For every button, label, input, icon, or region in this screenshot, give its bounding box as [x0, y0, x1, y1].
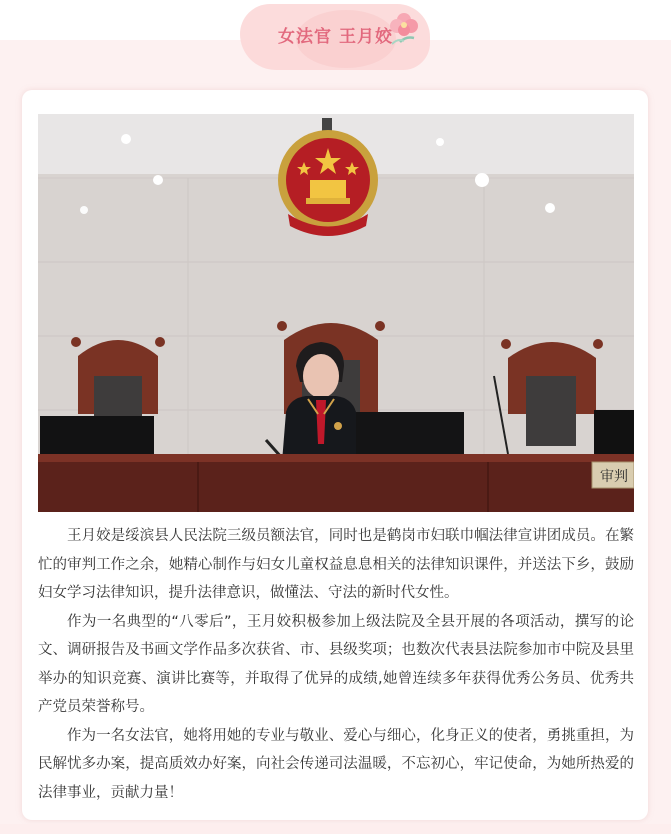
- page-title: 女法官 王月姣: [278, 27, 393, 47]
- national-emblem: [278, 130, 378, 236]
- article-body: [38, 522, 634, 807]
- article-paragraph: 作为一名典型的“八零后”，王月姣积极参加上级法院及全县开展的各项活动，撰写的论文、调研报告及书画文学作品多次获省、市、县级奖项；也数次代表县法院参加市中院及县里举办的知识竞赛、演讲比赛等，并取得了优异的成绩,她曾连续多年获得优秀公务员、优秀共产党员荣誉称号。: [38, 613, 634, 715]
- article-paragraph: 王月姣是绥滨县人民法院三级员额法官，同时也是鹤岗市妇联巾帼法律宣讲团成员。在繁忙的审判工作之余，她精心制作与妇女儿童权益息息相关的法律知识课件，并送法下乡，鼓励妇女学习法律知识，提升法律意识，做懂法、守法的新时代女性。: [38, 528, 634, 601]
- courtroom-photo: [38, 114, 634, 512]
- bench-plaque-text: 审判: [600, 469, 628, 485]
- article-paragraph: 作为一名女法官，她将用她的专业与敬业、爱心与细心，化身正义的使者，勇挑重担，为民解忧多办案，提高质效办好案，向社会传递司法温暖，不忘初心，牢记使命，为她所热爱的法律事业，贡献力量！: [38, 727, 634, 801]
- footer-strip: [0, 824, 671, 834]
- header-banner: [0, 0, 671, 80]
- article-card: [22, 90, 648, 820]
- courtroom-illustration: [38, 114, 634, 512]
